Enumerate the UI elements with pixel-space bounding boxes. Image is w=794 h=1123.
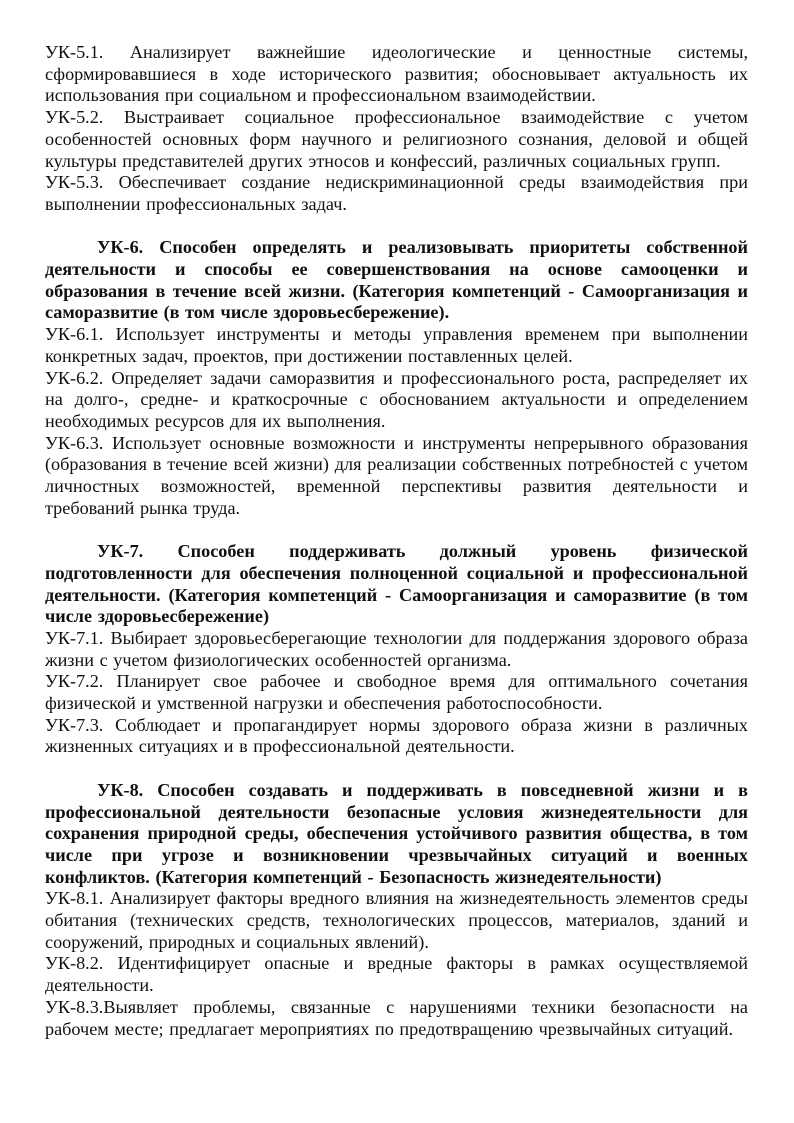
section-gap (45, 519, 748, 541)
paragraph-uk-7-2: УК-7.2. Планирует свое рабочее и свободное время для оптимального сочетания физической и умственной нагрузки и обеспечения работоспособности. (45, 671, 748, 714)
paragraph-uk-6-2: УК-6.2. Определяет задачи саморазвития и профессионального роста, распределяет их на долго-, средне- и краткосрочные с обоснованием актуальности и определением необходимых ресурсов для их выполнения. (45, 367, 748, 431)
paragraph-uk-8-3: УК-8.3.Выявляет проблемы, связанные с нарушениями техники безопасности на рабочем месте; предлагает мероприятиях по предотвращению чрезвычайных ситуаций. (45, 996, 748, 1039)
paragraph-uk-7-1: УК-7.1. Выбирает здоровьесберегающие технологии для поддержания здорового образа жизни с учетом физиологических особенностей организма. (45, 627, 748, 670)
paragraph-uk-8-2: УК-8.2. Идентифицирует опасные и вредные факторы в рамках осуществляемой деятельности. (45, 953, 748, 996)
paragraph-uk-6-3: УК-6.3. Использует основные возможности и инструменты непрерывного образования (образования в течение всей жизни) для реализации собственных потребностей с учетом личностных возможностей, временной перспективы развития деятельности и требований рынка труда. (45, 432, 748, 518)
paragraph-uk-5-3: УК-5.3. Обеспечивает создание недискриминационной среды взаимодействия при выполнении профессиональных задач. (45, 172, 748, 214)
section-gap (45, 216, 748, 238)
paragraph-uk-5-2: УК-5.2. Выстраивает социальное профессиональное взаимодействие с учетом особенностей основных форм научного и религиозного сознания, деловой и общей культуры представителей других этносов и конфессий, различных социальных групп. (45, 107, 748, 171)
paragraph-uk-7-3: УК-7.3. Соблюдает и пропагандирует нормы здорового образа жизни в различных жизненных ситуациях и в профессиональной деятельности. (45, 714, 748, 757)
paragraph-uk-5-1: УК-5.1. Анализирует важнейшие идеологические и ценностные системы, сформировавшиеся в ходе исторического развития; обосновывает актуальность их использования при социальном и профессиональном взаимодействии. (45, 42, 748, 106)
heading-uk-8: УК-8. Способен создавать и поддерживать в повседневной жизни и в профессиональной деятельности безопасные условия жизнедеятельности для сохранения природной среды, обеспечения устойчивого развития общества, в том числе при угрозе и возникновении чрезвычайных ситуаций и военных конфликтов. (Категория компетенций - Безопасность жизнедеятельности) (45, 779, 748, 887)
heading-uk-6: УК-6. Способен определять и реализовывать приоритеты собственной деятельности и способы ее совершенствования на основе самооценки и образования в течение всей жизни. (Категория компетенций - Самоорганизация и саморазвитие (в том числе здоровьесбережение). (45, 237, 748, 323)
paragraph-uk-8-1: УК-8.1. Анализирует факторы вредного влияния на жизнедеятельность элементов среды обитания (технических средств, технологических процессов, материалов, зданий и сооружений, природных и социальных явлений). (45, 888, 748, 952)
section-gap (45, 758, 748, 780)
heading-uk-7: УК-7. Способен поддерживать должный уровень физической подготовленности для обеспечения полноценной социальной и профессиональной деятельности. (Категория компетенций - Самоорганизация и саморазвитие (в том числе здоровьесбережение) (45, 541, 748, 627)
paragraph-uk-6-1: УК-6.1. Использует инструменты и методы управления временем при выполнении конкретных задач, проектов, при достижении поставленных целей. (45, 324, 748, 366)
